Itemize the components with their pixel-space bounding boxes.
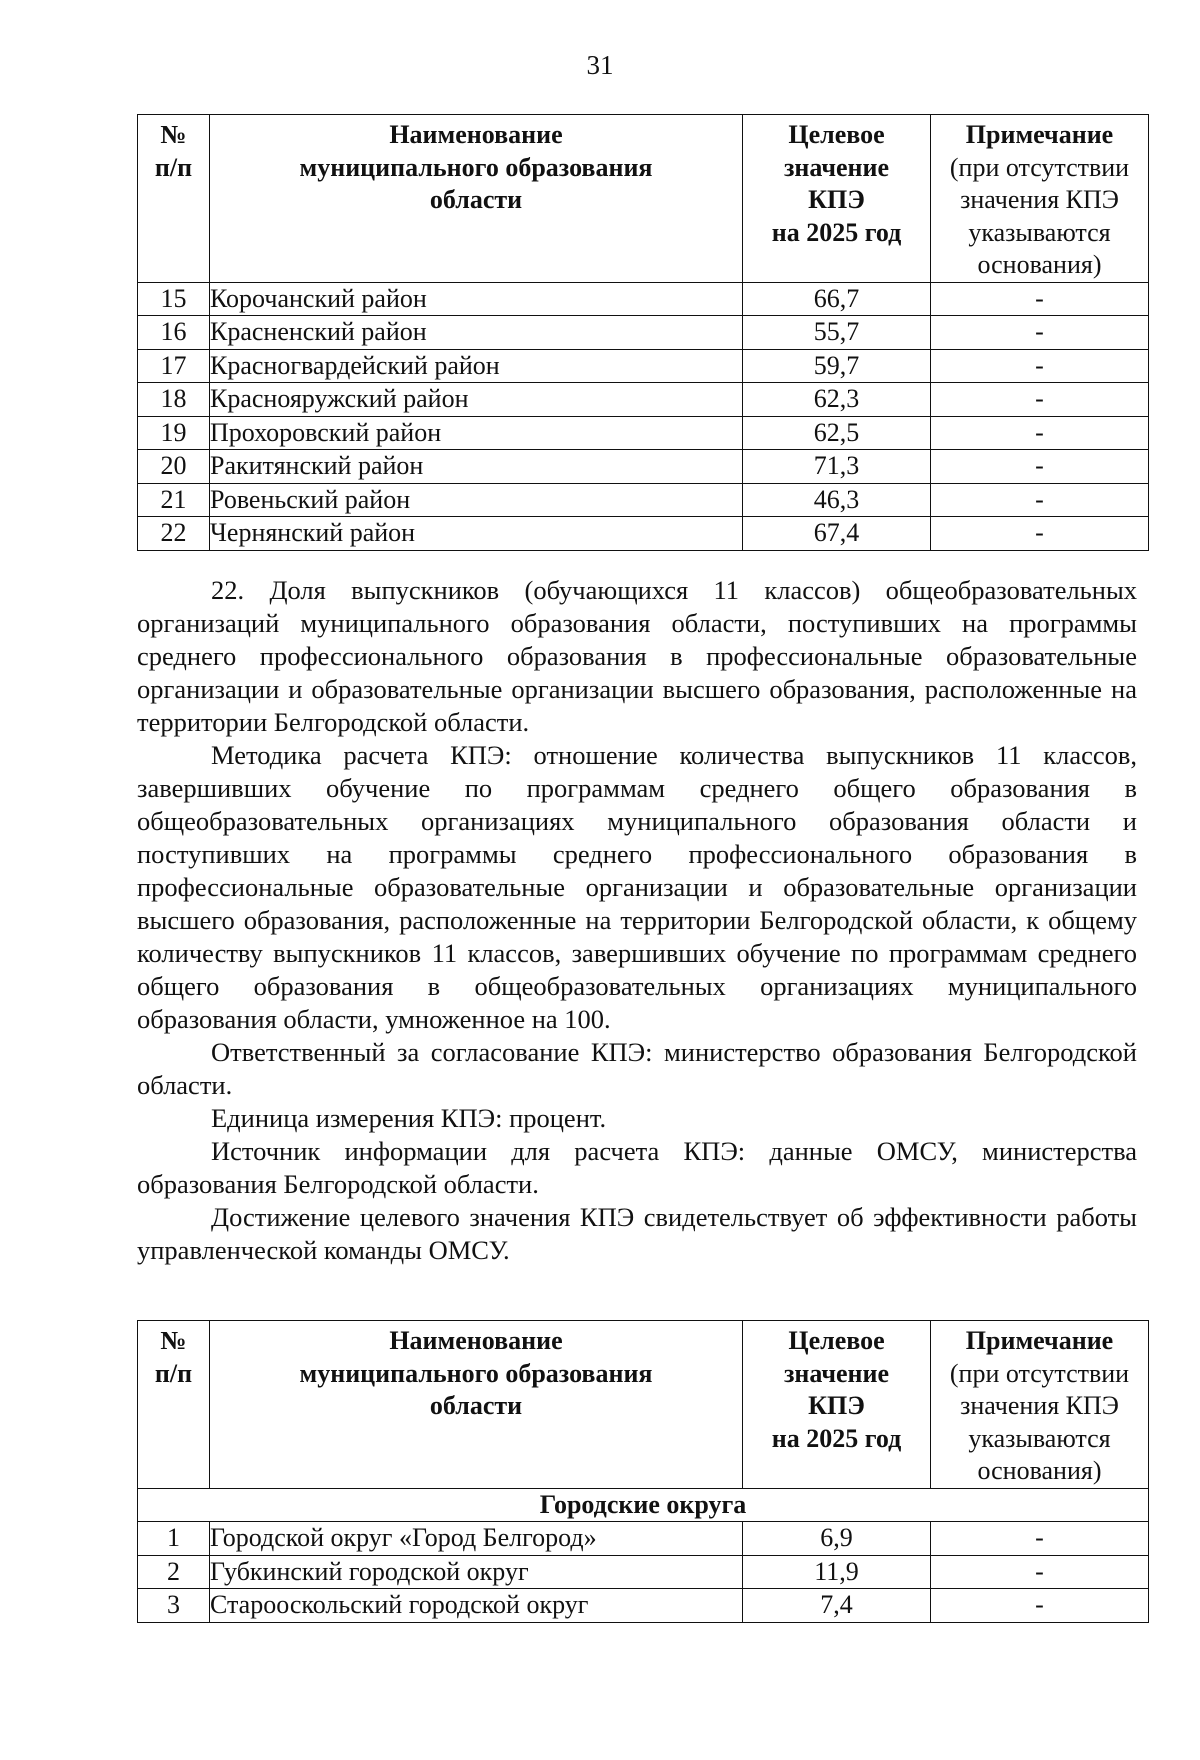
section-text — [137, 574, 1137, 1267]
table-row — [138, 517, 1149, 551]
row-name: Губкинский городской округ — [210, 1555, 743, 1589]
header-note-sub: (при отсутствии значения КПЭ указываются основания) — [949, 1358, 1130, 1485]
table-row — [138, 316, 1149, 350]
header-note — [931, 1321, 1149, 1489]
row-value: 62,5 — [743, 416, 931, 450]
header-num: № п/п — [138, 1321, 210, 1489]
table-row — [138, 1522, 1149, 1556]
row-num: 22 — [138, 517, 210, 551]
row-num: 17 — [138, 349, 210, 383]
table-row — [138, 450, 1149, 484]
table-row — [138, 1589, 1149, 1623]
row-note: - — [931, 483, 1149, 517]
row-name: Городской округ «Город Белгород» — [210, 1522, 743, 1556]
row-num: 19 — [138, 416, 210, 450]
row-num: 18 — [138, 383, 210, 417]
kpi-table-1 — [137, 114, 1149, 551]
row-value: 62,3 — [743, 383, 931, 417]
table-2-body — [138, 1488, 1149, 1622]
row-value: 71,3 — [743, 450, 931, 484]
table-row — [138, 416, 1149, 450]
header-note-title: Примечание — [965, 120, 1114, 149]
row-value: 55,7 — [743, 316, 931, 350]
group-title: Городские округа — [138, 1488, 1149, 1522]
row-note: - — [931, 1555, 1149, 1589]
row-num: 3 — [138, 1589, 210, 1623]
row-name: Красненский район — [210, 316, 743, 350]
row-note: - — [931, 282, 1149, 316]
row-value: 46,3 — [743, 483, 931, 517]
row-name: Красногвардейский район — [210, 349, 743, 383]
responsible-paragraph: Ответственный за согласование КПЭ: министерство образования Белгородской области. — [137, 1037, 1137, 1100]
row-note: - — [931, 416, 1149, 450]
table-header-row — [138, 1321, 1149, 1489]
page-number: 31 — [586, 50, 614, 80]
row-value: 7,4 — [743, 1589, 931, 1623]
row-name: Корочанский район — [210, 282, 743, 316]
section-heading-paragraph: 22. Доля выпускников (обучающихся 11 классов) общеобразовательных организаций муниципального образования области, поступивших на программы среднего профессионального образования в профессиональные образовательные организации и образовательные организации высшего образования, расположенные на территории Белгородской области. — [137, 575, 1137, 737]
header-note — [931, 115, 1149, 283]
row-name: Ровеньский район — [210, 483, 743, 517]
row-num: 2 — [138, 1555, 210, 1589]
row-note: - — [931, 349, 1149, 383]
header-note-sub: (при отсутствии значения КПЭ указываются основания) — [949, 152, 1130, 279]
row-note: - — [931, 517, 1149, 551]
row-name: Прохоровский район — [210, 416, 743, 450]
row-value: 66,7 — [743, 282, 931, 316]
table-header-row — [138, 115, 1149, 283]
row-note: - — [931, 383, 1149, 417]
methodology-paragraph: Методика расчета КПЭ: отношение количества выпускников 11 классов, завершивших обучение по программам среднего общего образования в общеобразовательных организациях муниципального образования области и поступивших на программы среднего профессионального образования в профессиональные образовательные организации и образовательные организации высшего образования, расположенные на территории Белгородской области, к общему количеству выпускников 11 классов, завершивших обучение по программам среднего общего образования в общеобразовательных организациях муниципального образования области, умноженное на 100. — [137, 740, 1137, 1034]
table-row — [138, 1555, 1149, 1589]
row-note: - — [931, 1522, 1149, 1556]
row-note: - — [931, 450, 1149, 484]
row-name: Краснояружский район — [210, 383, 743, 417]
row-value: 67,4 — [743, 517, 931, 551]
header-target: Целевое значение КПЭ на 2025 год — [743, 1321, 931, 1489]
row-note: - — [931, 1589, 1149, 1623]
row-num: 21 — [138, 483, 210, 517]
row-num: 1 — [138, 1522, 210, 1556]
row-note: - — [931, 316, 1149, 350]
header-num: № п/п — [138, 115, 210, 283]
row-name: Ракитянский район — [210, 450, 743, 484]
achievement-paragraph: Достижение целевого значения КПЭ свидетельствует об эффективности работы управленческой команды ОМСУ. — [137, 1202, 1137, 1265]
row-value: 59,7 — [743, 349, 931, 383]
kpi-table-2 — [137, 1320, 1149, 1623]
row-value: 6,9 — [743, 1522, 931, 1556]
header-note-title: Примечание — [965, 1326, 1114, 1355]
unit-paragraph: Единица измерения КПЭ: процент. — [211, 1103, 607, 1133]
row-name: Старооскольский городской округ — [210, 1589, 743, 1623]
header-name: Наименование муниципального образования области — [210, 115, 743, 283]
header-name: Наименование муниципального образования области — [210, 1321, 743, 1489]
source-paragraph: Источник информации для расчета КПЭ: данные ОМСУ, министерства образования Белгородской области. — [137, 1136, 1137, 1199]
row-name: Чернянский район — [210, 517, 743, 551]
table-row — [138, 282, 1149, 316]
row-num: 15 — [138, 282, 210, 316]
group-row — [138, 1488, 1149, 1522]
table-row — [138, 383, 1149, 417]
header-target: Целевое значение КПЭ на 2025 год — [743, 115, 931, 283]
row-num: 20 — [138, 450, 210, 484]
table-row — [138, 349, 1149, 383]
table-1-body — [138, 282, 1149, 550]
row-value: 11,9 — [743, 1555, 931, 1589]
row-num: 16 — [138, 316, 210, 350]
table-row — [138, 483, 1149, 517]
